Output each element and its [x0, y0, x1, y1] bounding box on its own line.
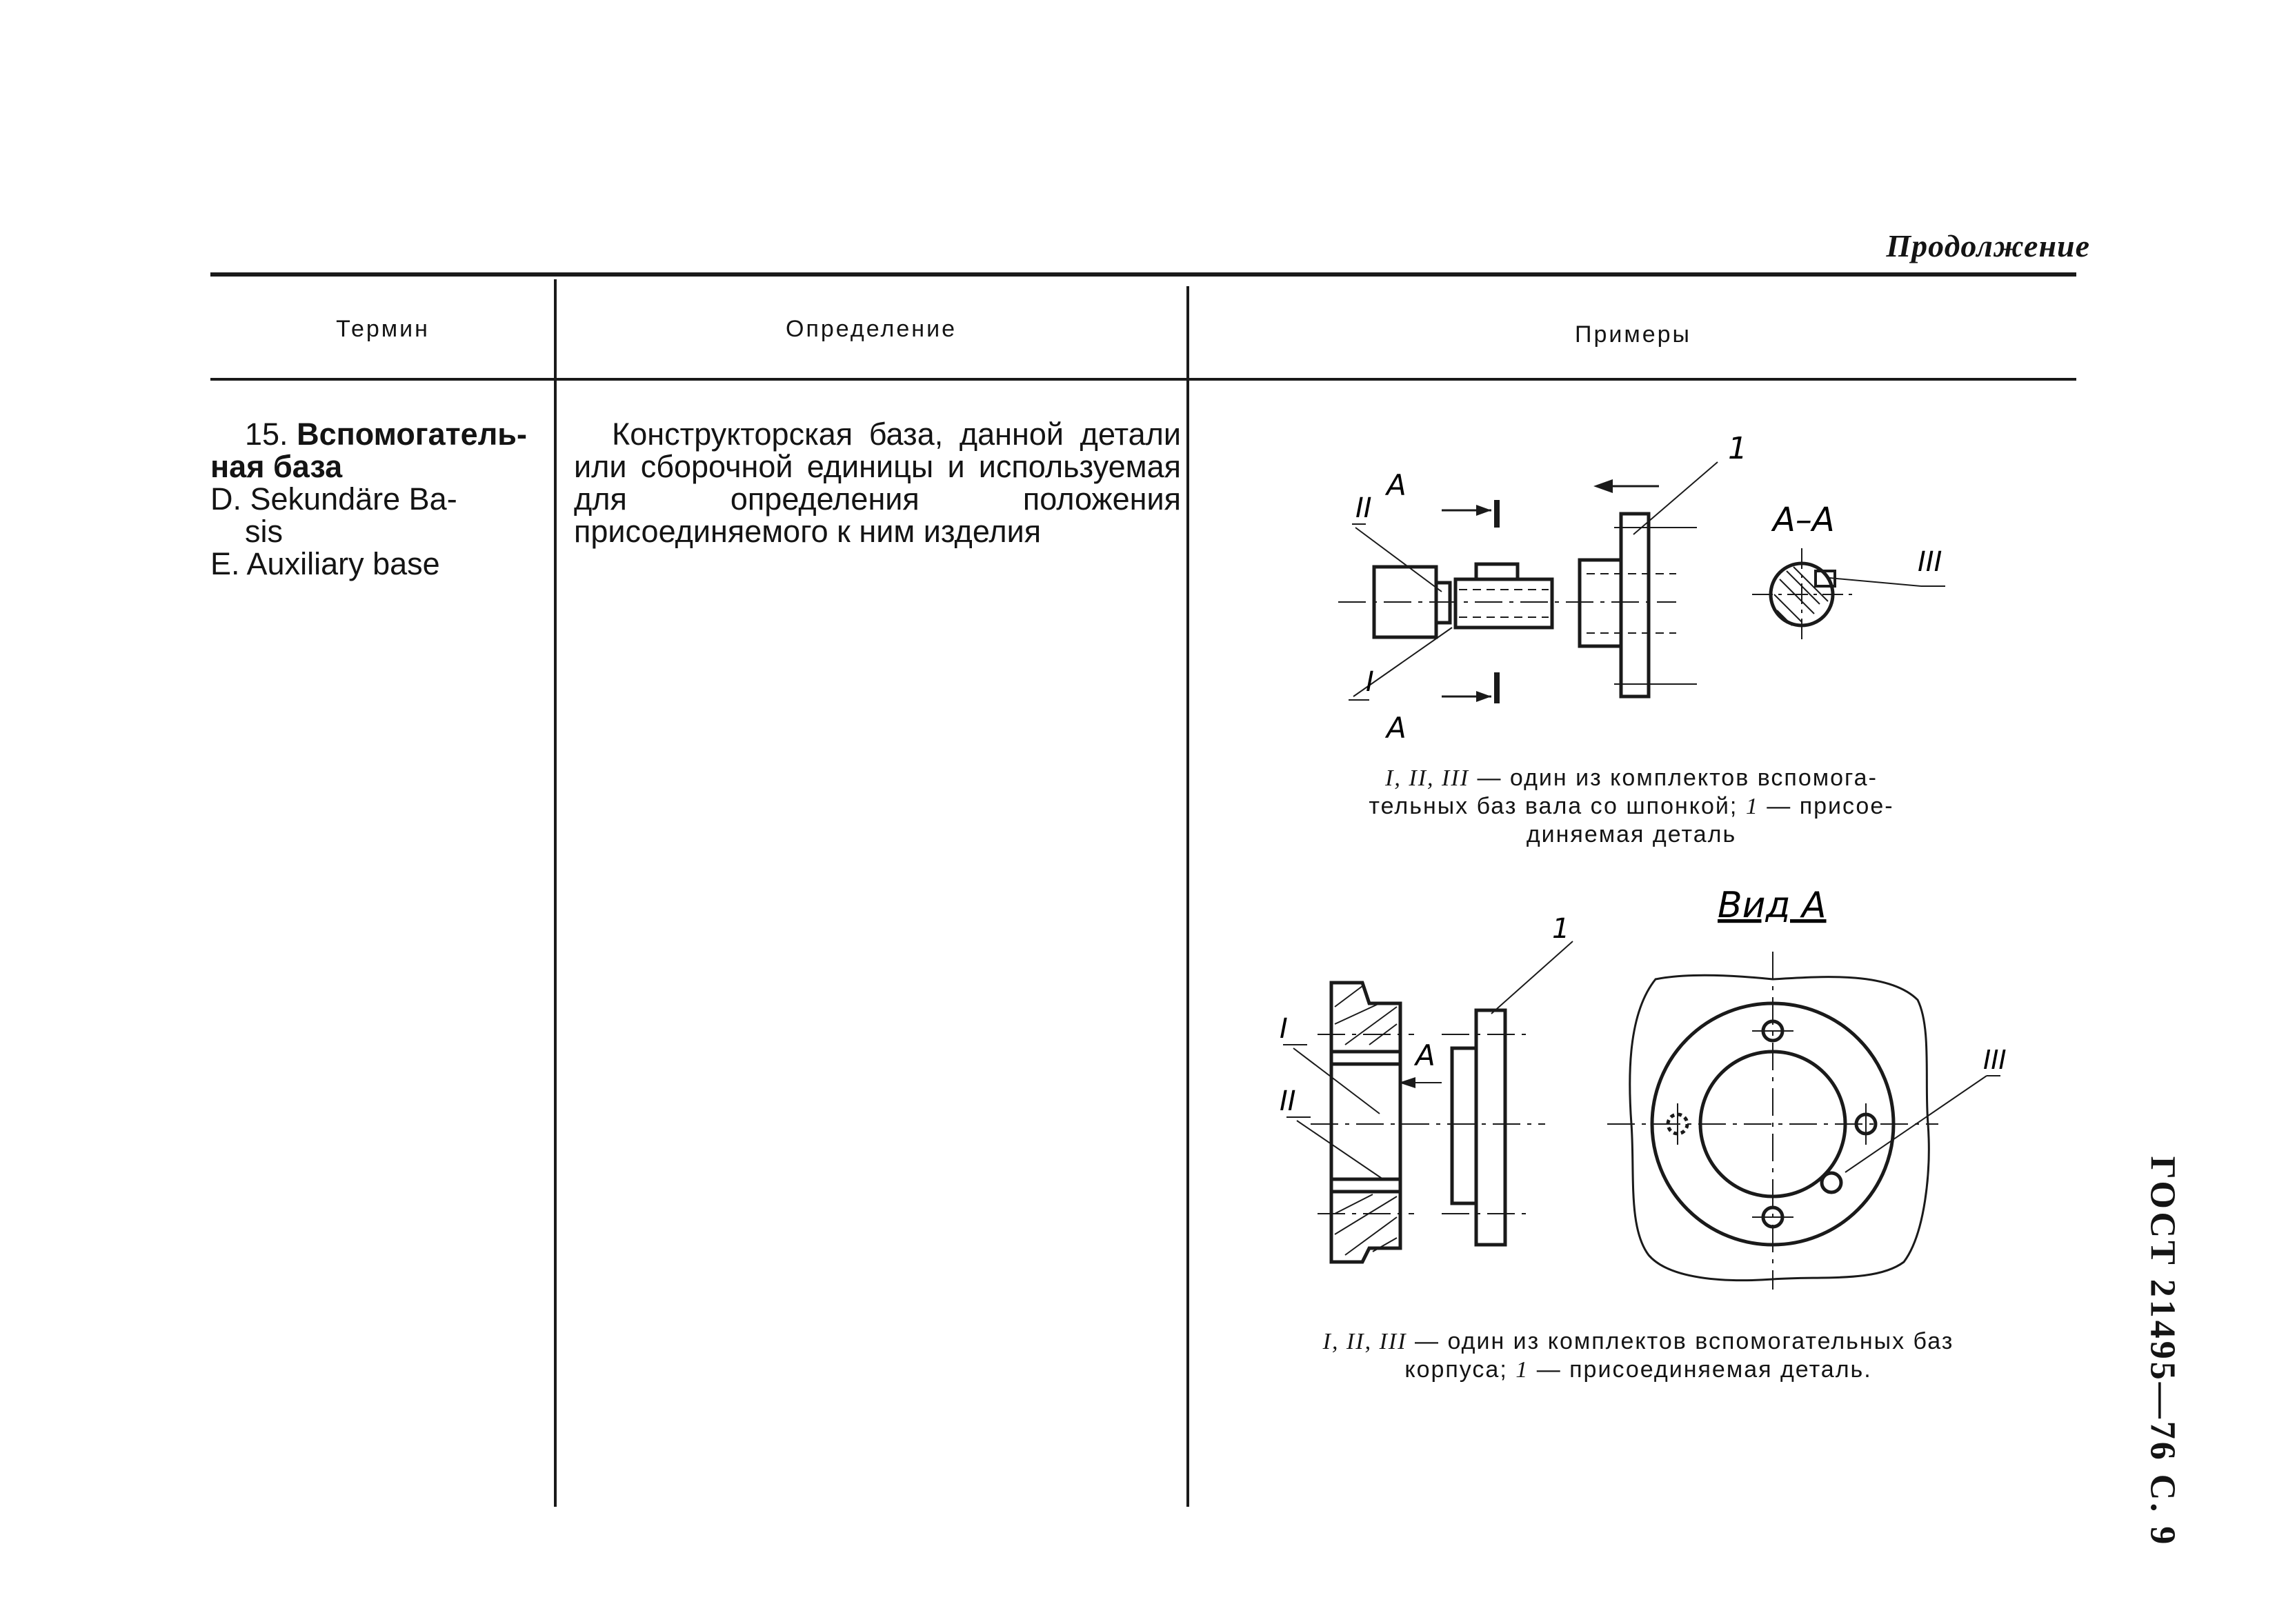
term-title-line-1: Вспомогатель-: [297, 417, 527, 452]
term-cell: [210, 418, 528, 580]
fig2-label-1: 1: [1552, 913, 1570, 945]
fig1-caption-line-3: — присое-: [1767, 793, 1894, 819]
continuation-label: Продолжение: [1886, 228, 2090, 263]
header-examples: Примеры: [1575, 321, 1691, 348]
term-title-line-2: ная база: [210, 449, 343, 484]
fig1-label-III: III: [1918, 546, 1942, 578]
term-german-line-2: sis: [245, 514, 283, 549]
fig1-label-1: 1: [1728, 431, 1747, 466]
header-bottom-rule: [210, 378, 2076, 381]
fig2-caption-line-2: корпуса;: [1404, 1356, 1508, 1383]
figure-2-caption: [1235, 1327, 2042, 1384]
fig1-label-A-top: A: [1386, 468, 1407, 502]
fig1-label-A-bottom: A: [1386, 711, 1407, 745]
fig1-label-I: I: [1366, 666, 1374, 698]
fig1-caption-roman: I, II, III: [1385, 765, 1470, 791]
table-top-rule: [210, 272, 2076, 277]
fig1-label-II: II: [1355, 492, 1372, 524]
gost-side-label: [2125, 1156, 2200, 1547]
figure-2-drawing: [1242, 876, 2069, 1303]
gost-side-label-text: ГОСТ 21495—76 С. 9: [2143, 1156, 2183, 1547]
figure-1-caption: [1311, 764, 1952, 848]
fig2-caption-roman: I, II, III: [1322, 1329, 1407, 1354]
fig2-label-view: Вид А: [1718, 885, 1827, 926]
fig1-caption-num: 1: [1745, 794, 1759, 819]
fig2-label-I: I: [1280, 1013, 1288, 1045]
fig1-caption-line-1: — один из комплектов вспомога-: [1477, 765, 1878, 791]
fig2-caption-line-3: — присоединяемая деталь.: [1536, 1356, 1872, 1383]
fig2-label-II: II: [1280, 1085, 1296, 1117]
figure-1-drawing: [1311, 414, 2000, 759]
fig1-caption-line-4: диняемая деталь: [1526, 821, 1737, 848]
column-divider-1: [554, 279, 557, 1507]
fig1-caption-line-2: тельных баз вала со шпонкой;: [1369, 793, 1738, 819]
fig2-caption-num: 1: [1515, 1357, 1529, 1383]
header-definition: Определение: [786, 316, 957, 342]
header-term: Термин: [336, 316, 430, 342]
fig2-label-A: A: [1415, 1039, 1435, 1072]
fig2-label-III: III: [1983, 1045, 2007, 1075]
term-number: 15.: [245, 417, 288, 452]
term-english: E. Auxiliary base: [210, 546, 440, 581]
column-divider-2: [1186, 286, 1189, 1507]
fig1-label-section: A–A: [1773, 501, 1835, 539]
definition-text: Конструкторская база, данной детали или сборочной единицы и используемая для определения положения присоединяемого к ним изделия: [574, 417, 1181, 549]
term-german-line-1: D. Sekundäre Ba-: [210, 481, 457, 517]
fig2-caption-line-1: — один из комплектов вспомогательных баз: [1415, 1328, 1954, 1354]
